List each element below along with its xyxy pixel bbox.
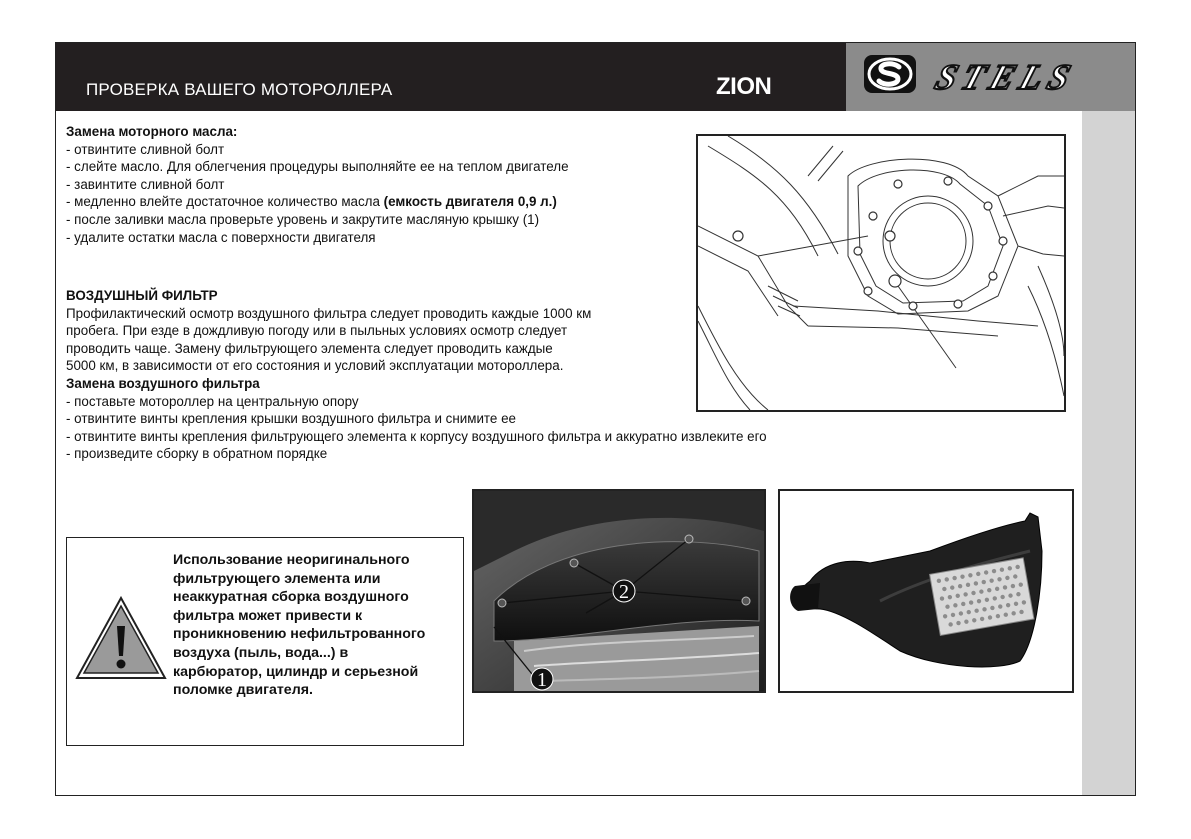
replace-step: - поставьте мотороллер на центральную опору (66, 393, 359, 409)
warning-line: проникновению нефильтрованного (173, 626, 426, 643)
oil-step: - отвинтите сливной болт (66, 141, 225, 157)
warning-line: Использование неоригинального (173, 552, 410, 568)
oil-change-section (66, 123, 569, 246)
warning-triangle-icon (75, 594, 171, 684)
manual-page (55, 42, 1136, 796)
oil-step (66, 193, 569, 211)
callout-2: 2 (619, 581, 629, 603)
brand-wordmark: STELS (930, 56, 1082, 97)
air-filter-desc-line: 5000 км, в зависимости от его состояния и условий эксплуатации мотороллера. (66, 358, 564, 374)
warning-box (66, 537, 464, 746)
scooter-photo (474, 491, 764, 691)
air-filter-heading: ВОЗДУШНЫЙ ФИЛЬТР (66, 288, 218, 303)
warning-line: поломке двигателя. (173, 682, 313, 699)
engine-line-drawing (698, 136, 1064, 410)
replace-step: - отвинтите винты крепления фильтрующего элемента к корпусу воздушного фильтра и аккуратно извлеките его (66, 428, 767, 444)
filter-element-image (780, 491, 1072, 691)
warning-line: карбюратор, цилиндр и серьезной (173, 663, 419, 680)
stels-logo (846, 43, 1136, 111)
oil-change-heading: Замена моторного масла: (66, 124, 238, 139)
brand-logo-area (846, 43, 1136, 111)
page-title: ПРОВЕРКА ВАШЕГО МОТОРОЛЛЕРА (86, 80, 393, 99)
warning-text (173, 551, 463, 700)
model-name: ZION (716, 73, 772, 100)
warning-line: неаккуратная сборка воздушного (173, 589, 409, 606)
oil-step: - слейте масло. Для облегчения процедуры выполняйте ее на теплом двигателе (66, 159, 569, 175)
replace-heading: Замена воздушного фильтра (66, 375, 260, 391)
filter-element-photo (778, 489, 1074, 693)
side-strip (1082, 111, 1136, 796)
oil-capacity-note: (емкость двигателя 0,9 л.) (383, 194, 557, 210)
oil-step: - после заливки масла проверьте уровень и закрутите масляную крышку (1) (66, 211, 540, 227)
air-filter-desc-line: Профилактический осмотр воздушного фильтра следует проводить каждые 1000 км (66, 305, 592, 321)
engine-diagram (696, 134, 1066, 412)
oil-step-text: - медленно влейте достаточное количество масла (66, 194, 380, 210)
oil-step: - удалите остатки масла с поверхности двигателя (66, 229, 376, 245)
air-filter-desc-line: проводить чаще. Замену фильтрующего элемента следует проводить каждые (66, 340, 553, 356)
page-header (56, 43, 846, 111)
callout-1: 1 (537, 669, 547, 691)
air-filter-section (66, 287, 767, 463)
warning-line: фильтра может привести к (173, 607, 363, 624)
air-filter-desc-line: пробега. При езде в дождливую погоду или в пыльных условиях осмотр следует (66, 323, 568, 339)
replace-step: - отвинтите винты крепления крышки воздушного фильтра и снимите ее (66, 411, 516, 427)
oil-step: - завинтите сливной болт (66, 176, 225, 192)
warning-line: воздуха (пыль, вода...) в (173, 644, 349, 661)
warning-line: фильтрующего элемента или (173, 570, 381, 587)
air-filter-cover-photo (472, 489, 766, 693)
replace-step: - произведите сборку в обратном порядке (66, 446, 328, 462)
